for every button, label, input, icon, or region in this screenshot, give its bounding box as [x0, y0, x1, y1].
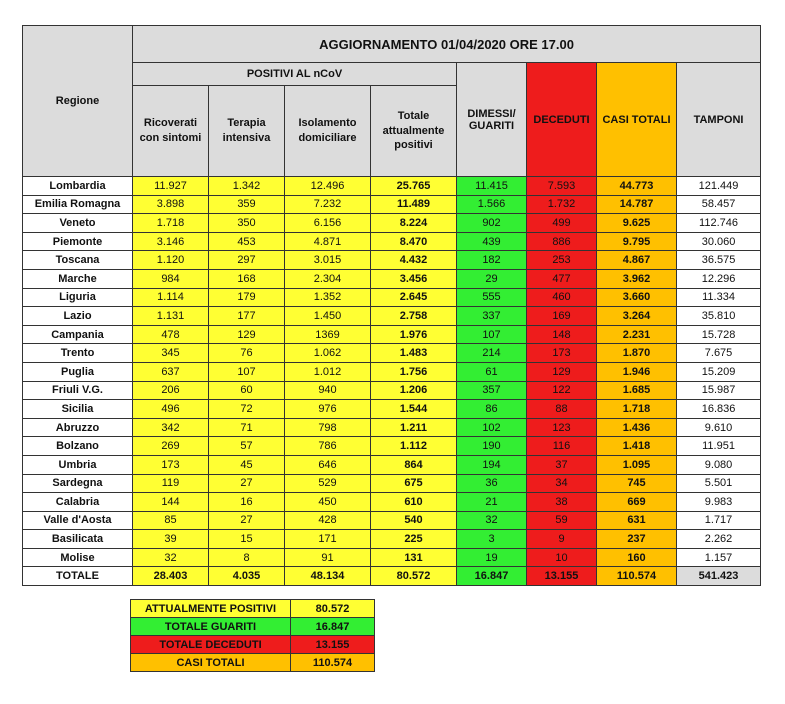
cell-deceduti: 169 [527, 307, 597, 326]
cell-totale: 25.765 [371, 177, 457, 196]
cell-totale: 11.489 [371, 195, 457, 214]
cell-dimessi: 555 [457, 288, 527, 307]
header-totale-positivi: Totale attualmente positivi [371, 86, 457, 177]
cell-regione: Molise [23, 548, 133, 567]
cell-tamponi: 12.296 [677, 269, 761, 288]
table-row [23, 214, 761, 233]
table-row [23, 344, 761, 363]
cell-regione: Veneto [23, 214, 133, 233]
cell-regione: Emilia Romagna [23, 195, 133, 214]
cell-isolamento: 1.012 [285, 362, 371, 381]
cell-isolamento: 798 [285, 418, 371, 437]
cell-terapia: 350 [209, 214, 285, 233]
cell-isolamento: 3.015 [285, 251, 371, 270]
cell-ricoverati: 144 [133, 493, 209, 512]
cell-deceduti: 1.732 [527, 195, 597, 214]
cell-totale: 1.112 [371, 437, 457, 456]
cell-terapia: 453 [209, 232, 285, 251]
cell-casi: 669 [597, 493, 677, 512]
cell-isolamento: 428 [285, 511, 371, 530]
cell-tamponi: 15.987 [677, 381, 761, 400]
cell-dimessi: 102 [457, 418, 527, 437]
cell-casi: 14.787 [597, 195, 677, 214]
cell-isolamento: 976 [285, 400, 371, 419]
table-row [23, 530, 761, 549]
header-ricoverati: Ricoverati con sintomi [133, 86, 209, 177]
cell-isolamento: 1.062 [285, 344, 371, 363]
cell-totale: 131 [371, 548, 457, 567]
cell-casi: 1.418 [597, 437, 677, 456]
cell-terapia: 297 [209, 251, 285, 270]
cell-regione: Lombardia [23, 177, 133, 196]
cell-tamponi: 5.501 [677, 474, 761, 493]
cell-deceduti: 34 [527, 474, 597, 493]
cell-deceduti: 886 [527, 232, 597, 251]
summary-label: ATTUALMENTE POSITIVI [131, 600, 291, 618]
cell-isolamento: 12.496 [285, 177, 371, 196]
cell-regione: Calabria [23, 493, 133, 512]
cell-ricoverati: 3.146 [133, 232, 209, 251]
cell-isolamento: 1.450 [285, 307, 371, 326]
cell-ricoverati: 984 [133, 269, 209, 288]
totals-terapia: 4.035 [209, 567, 285, 586]
cell-casi: 1.436 [597, 418, 677, 437]
cell-tamponi: 9.080 [677, 455, 761, 474]
cell-deceduti: 123 [527, 418, 597, 437]
cell-ricoverati: 1.114 [133, 288, 209, 307]
header-casi-totali: CASI TOTALI [597, 63, 677, 177]
cell-ricoverati: 39 [133, 530, 209, 549]
cell-regione: Trento [23, 344, 133, 363]
summary-row [131, 654, 375, 672]
cell-terapia: 45 [209, 455, 285, 474]
totals-isolamento: 48.134 [285, 567, 371, 586]
cell-isolamento: 450 [285, 493, 371, 512]
cell-totale: 610 [371, 493, 457, 512]
cell-ricoverati: 119 [133, 474, 209, 493]
cell-regione: Umbria [23, 455, 133, 474]
cell-regione: Sardegna [23, 474, 133, 493]
cell-terapia: 76 [209, 344, 285, 363]
cell-deceduti: 38 [527, 493, 597, 512]
cell-dimessi: 1.566 [457, 195, 527, 214]
cell-dimessi: 182 [457, 251, 527, 270]
cell-ricoverati: 637 [133, 362, 209, 381]
cell-totale: 540 [371, 511, 457, 530]
cell-terapia: 177 [209, 307, 285, 326]
covid-data-table [22, 25, 761, 586]
cell-casi: 44.773 [597, 177, 677, 196]
cell-deceduti: 88 [527, 400, 597, 419]
table-title: AGGIORNAMENTO 01/04/2020 ORE 17.00 [133, 26, 761, 63]
cell-dimessi: 214 [457, 344, 527, 363]
cell-dimessi: 337 [457, 307, 527, 326]
cell-deceduti: 9 [527, 530, 597, 549]
cell-tamponi: 1.717 [677, 511, 761, 530]
cell-casi: 1.095 [597, 455, 677, 474]
cell-totale: 1.976 [371, 325, 457, 344]
cell-regione: Basilicata [23, 530, 133, 549]
cell-regione: Campania [23, 325, 133, 344]
cell-regione: Liguria [23, 288, 133, 307]
cell-casi: 237 [597, 530, 677, 549]
cell-tamponi: 9.983 [677, 493, 761, 512]
cell-tamponi: 121.449 [677, 177, 761, 196]
table-row [23, 251, 761, 270]
cell-isolamento: 6.156 [285, 214, 371, 233]
cell-totale: 4.432 [371, 251, 457, 270]
totals-ricoverati: 28.403 [133, 567, 209, 586]
cell-terapia: 107 [209, 362, 285, 381]
cell-deceduti: 122 [527, 381, 597, 400]
totals-totale: 80.572 [371, 567, 457, 586]
cell-casi: 3.660 [597, 288, 677, 307]
cell-tamponi: 7.675 [677, 344, 761, 363]
cell-isolamento: 7.232 [285, 195, 371, 214]
cell-totale: 1.544 [371, 400, 457, 419]
table-row [23, 232, 761, 251]
header-isolamento: Isolamento domiciliare [285, 86, 371, 177]
table-row [23, 474, 761, 493]
cell-ricoverati: 3.898 [133, 195, 209, 214]
cell-deceduti: 59 [527, 511, 597, 530]
cell-ricoverati: 85 [133, 511, 209, 530]
summary-value: 13.155 [291, 636, 375, 654]
cell-totale: 8.224 [371, 214, 457, 233]
cell-dimessi: 190 [457, 437, 527, 456]
table-row [23, 195, 761, 214]
cell-ricoverati: 269 [133, 437, 209, 456]
cell-casi: 4.867 [597, 251, 677, 270]
totals-casi: 110.574 [597, 567, 677, 586]
cell-deceduti: 129 [527, 362, 597, 381]
cell-ricoverati: 11.927 [133, 177, 209, 196]
cell-regione: Piemonte [23, 232, 133, 251]
cell-ricoverati: 206 [133, 381, 209, 400]
summary-row [131, 618, 375, 636]
cell-isolamento: 940 [285, 381, 371, 400]
cell-tamponi: 2.262 [677, 530, 761, 549]
cell-tamponi: 35.810 [677, 307, 761, 326]
cell-tamponi: 30.060 [677, 232, 761, 251]
cell-isolamento: 1.352 [285, 288, 371, 307]
cell-totale: 1.756 [371, 362, 457, 381]
cell-terapia: 168 [209, 269, 285, 288]
cell-regione: Bolzano [23, 437, 133, 456]
cell-regione: Puglia [23, 362, 133, 381]
cell-tamponi: 1.157 [677, 548, 761, 567]
cell-terapia: 15 [209, 530, 285, 549]
cell-tamponi: 11.334 [677, 288, 761, 307]
cell-terapia: 27 [209, 474, 285, 493]
cell-terapia: 16 [209, 493, 285, 512]
cell-isolamento: 646 [285, 455, 371, 474]
table-row [23, 269, 761, 288]
cell-totale: 2.758 [371, 307, 457, 326]
cell-dimessi: 357 [457, 381, 527, 400]
header-deceduti: DECEDUTI [527, 63, 597, 177]
cell-dimessi: 29 [457, 269, 527, 288]
cell-deceduti: 477 [527, 269, 597, 288]
cell-deceduti: 499 [527, 214, 597, 233]
cell-dimessi: 902 [457, 214, 527, 233]
table-row [23, 307, 761, 326]
cell-ricoverati: 173 [133, 455, 209, 474]
cell-terapia: 1.342 [209, 177, 285, 196]
cell-regione: Lazio [23, 307, 133, 326]
summary-table [130, 599, 375, 672]
totals-tamponi: 541.423 [677, 567, 761, 586]
totals-deceduti: 13.155 [527, 567, 597, 586]
cell-regione: Toscana [23, 251, 133, 270]
header-dimessi: DIMESSI/ GUARITI [457, 63, 527, 177]
cell-casi: 1.718 [597, 400, 677, 419]
cell-deceduti: 148 [527, 325, 597, 344]
table-row [23, 548, 761, 567]
cell-terapia: 60 [209, 381, 285, 400]
cell-totale: 1.211 [371, 418, 457, 437]
cell-totale: 8.470 [371, 232, 457, 251]
cell-dimessi: 86 [457, 400, 527, 419]
cell-terapia: 71 [209, 418, 285, 437]
cell-terapia: 359 [209, 195, 285, 214]
cell-deceduti: 173 [527, 344, 597, 363]
cell-isolamento: 529 [285, 474, 371, 493]
cell-ricoverati: 1.718 [133, 214, 209, 233]
summary-label: CASI TOTALI [131, 654, 291, 672]
cell-tamponi: 16.836 [677, 400, 761, 419]
cell-dimessi: 32 [457, 511, 527, 530]
cell-totale: 2.645 [371, 288, 457, 307]
header-tamponi: TAMPONI [677, 63, 761, 177]
cell-regione: Valle d'Aosta [23, 511, 133, 530]
cell-totale: 1.206 [371, 381, 457, 400]
summary-label: TOTALE DECEDUTI [131, 636, 291, 654]
cell-ricoverati: 345 [133, 344, 209, 363]
cell-regione: Sicilia [23, 400, 133, 419]
cell-isolamento: 171 [285, 530, 371, 549]
cell-casi: 3.962 [597, 269, 677, 288]
cell-totale: 1.483 [371, 344, 457, 363]
cell-deceduti: 253 [527, 251, 597, 270]
cell-casi: 9.795 [597, 232, 677, 251]
cell-dimessi: 19 [457, 548, 527, 567]
cell-casi: 1.946 [597, 362, 677, 381]
cell-totale: 225 [371, 530, 457, 549]
cell-deceduti: 460 [527, 288, 597, 307]
summary-value: 110.574 [291, 654, 375, 672]
cell-casi: 1.685 [597, 381, 677, 400]
cell-terapia: 27 [209, 511, 285, 530]
cell-tamponi: 15.209 [677, 362, 761, 381]
cell-isolamento: 786 [285, 437, 371, 456]
table-row [23, 362, 761, 381]
cell-ricoverati: 32 [133, 548, 209, 567]
cell-casi: 631 [597, 511, 677, 530]
cell-dimessi: 61 [457, 362, 527, 381]
summary-value: 16.847 [291, 618, 375, 636]
cell-deceduti: 10 [527, 548, 597, 567]
cell-deceduti: 116 [527, 437, 597, 456]
cell-casi: 160 [597, 548, 677, 567]
table-row [23, 381, 761, 400]
cell-casi: 2.231 [597, 325, 677, 344]
cell-terapia: 72 [209, 400, 285, 419]
summary-value: 80.572 [291, 600, 375, 618]
table-row [23, 288, 761, 307]
totals-label: TOTALE [23, 567, 133, 586]
table-row [23, 418, 761, 437]
cell-regione: Abruzzo [23, 418, 133, 437]
table-row [23, 177, 761, 196]
cell-regione: Marche [23, 269, 133, 288]
summary-row [131, 636, 375, 654]
cell-isolamento: 1369 [285, 325, 371, 344]
table-row [23, 511, 761, 530]
cell-tamponi: 58.457 [677, 195, 761, 214]
cell-tamponi: 11.951 [677, 437, 761, 456]
cell-dimessi: 21 [457, 493, 527, 512]
cell-regione: Friuli V.G. [23, 381, 133, 400]
cell-isolamento: 2.304 [285, 269, 371, 288]
header-regione: Regione [23, 26, 133, 177]
table-row [23, 455, 761, 474]
cell-tamponi: 112.746 [677, 214, 761, 233]
cell-ricoverati: 478 [133, 325, 209, 344]
cell-dimessi: 36 [457, 474, 527, 493]
cell-totale: 3.456 [371, 269, 457, 288]
cell-tamponi: 15.728 [677, 325, 761, 344]
cell-totale: 675 [371, 474, 457, 493]
cell-dimessi: 3 [457, 530, 527, 549]
cell-tamponi: 36.575 [677, 251, 761, 270]
cell-casi: 1.870 [597, 344, 677, 363]
summary-label: TOTALE GUARITI [131, 618, 291, 636]
cell-ricoverati: 342 [133, 418, 209, 437]
cell-casi: 745 [597, 474, 677, 493]
summary-row [131, 600, 375, 618]
table-body [23, 177, 761, 567]
cell-isolamento: 91 [285, 548, 371, 567]
cell-deceduti: 7.593 [527, 177, 597, 196]
totals-row [23, 567, 761, 586]
cell-dimessi: 107 [457, 325, 527, 344]
cell-ricoverati: 496 [133, 400, 209, 419]
cell-isolamento: 4.871 [285, 232, 371, 251]
header-terapia: Terapia intensiva [209, 86, 285, 177]
cell-deceduti: 37 [527, 455, 597, 474]
table-row [23, 325, 761, 344]
table-row [23, 400, 761, 419]
cell-casi: 3.264 [597, 307, 677, 326]
cell-terapia: 129 [209, 325, 285, 344]
cell-terapia: 179 [209, 288, 285, 307]
cell-dimessi: 194 [457, 455, 527, 474]
totals-dimessi: 16.847 [457, 567, 527, 586]
cell-ricoverati: 1.120 [133, 251, 209, 270]
cell-ricoverati: 1.131 [133, 307, 209, 326]
cell-dimessi: 439 [457, 232, 527, 251]
cell-terapia: 8 [209, 548, 285, 567]
cell-casi: 9.625 [597, 214, 677, 233]
cell-terapia: 57 [209, 437, 285, 456]
table-row [23, 437, 761, 456]
cell-totale: 864 [371, 455, 457, 474]
table-row [23, 493, 761, 512]
cell-tamponi: 9.610 [677, 418, 761, 437]
header-positivi-group: POSITIVI AL nCoV [133, 63, 457, 86]
cell-dimessi: 11.415 [457, 177, 527, 196]
